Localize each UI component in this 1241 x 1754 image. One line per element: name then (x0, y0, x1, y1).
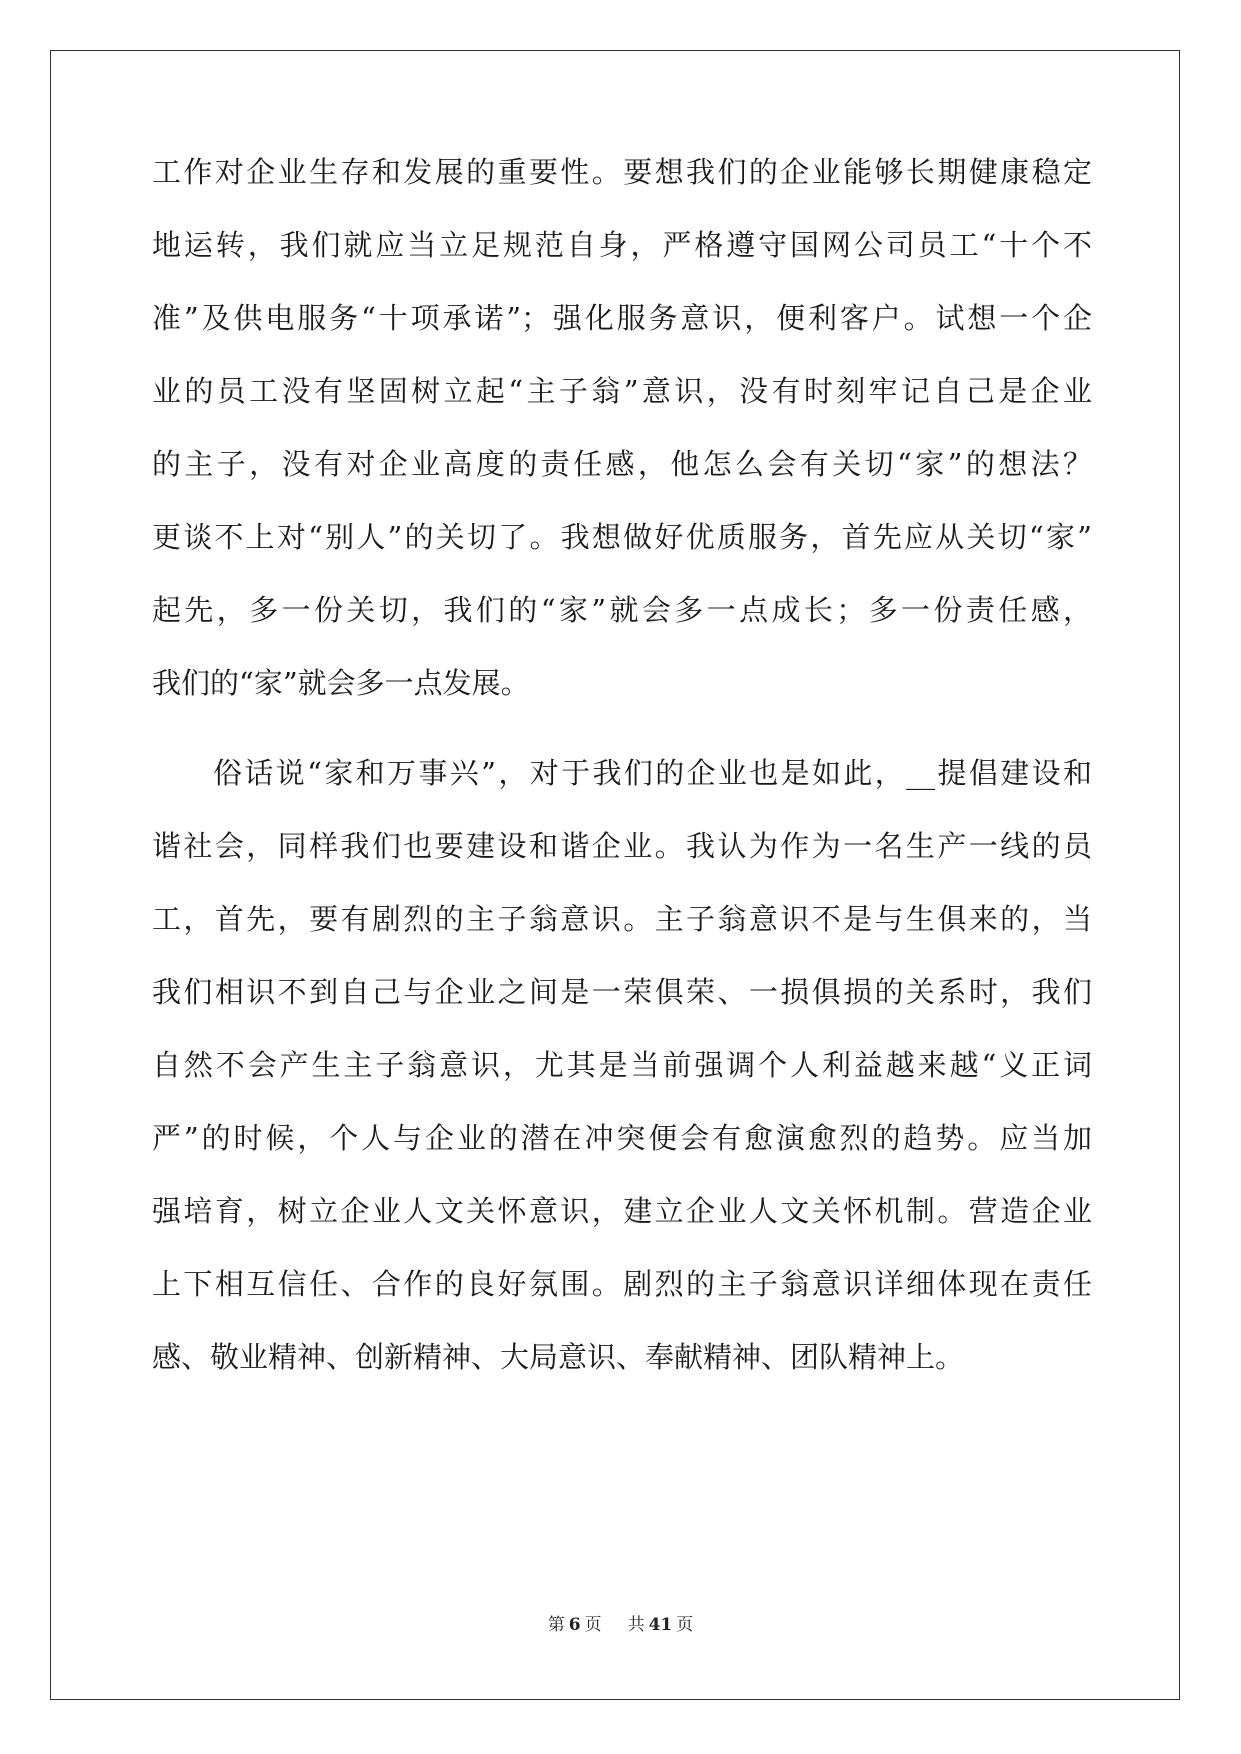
footer-total-pages: 41 (648, 1615, 673, 1635)
paragraph-line: 地运转，我们就应当立足规范自身，严格遵守国网公司员工“十个不 (152, 228, 1092, 262)
paragraph-line: 上下相互信任、合作的良好氛围。剧烈的主子翁意识详细体现在责任 (152, 1267, 1092, 1301)
paragraph-line: 强培育，树立企业人文关怀意识，建立企业人文关怀机制。营造企业 (152, 1194, 1092, 1228)
paragraph-line: 起先，多一份关切，我们的“家”就会多一点成长；多一份责任感， (152, 593, 1092, 627)
paragraph-line: 准”及供电服务“十项承诺”；强化服务意识，便利客户。试想一个企 (152, 301, 1092, 335)
paragraph-line: 谐社会，同样我们也要建设和谐企业。我认为作为一名生产一线的员 (152, 829, 1092, 863)
paragraph-line: 自然不会产生主子翁意识，尤其是当前强调个人利益越来越“义正词 (152, 1048, 1092, 1082)
paragraph-line: 业的员工没有坚固树立起“主子翁”意识，没有时刻牢记自己是企业 (152, 374, 1092, 408)
paragraph-line: 俗话说“家和万事兴”，对于我们的企业也是如此，__提倡建设和 (213, 756, 1092, 790)
paragraph-line: 我们相识不到自己与企业之间是一荣俱荣、一损俱损的关系时，我们 (152, 975, 1092, 1009)
paragraph-line: 工，首先，要有剧烈的主子翁意识。主子翁意识不是与生俱来的，当 (152, 902, 1092, 936)
footer-page-prefix: 第 (547, 1615, 565, 1635)
paragraph-line: 感、敬业精神、创新精神、大局意识、奉献精神、团队精神上。 (152, 1340, 965, 1374)
paragraph-line: 我们的“家”就会多一点发展。 (152, 666, 530, 700)
paragraph-line: 更谈不上对“别人”的关切了。我想做好优质服务，首先应从关切“家” (152, 520, 1092, 554)
paragraph-line: 的主子，没有对企业高度的责任感，他怎么会有关切“家”的想法？ (152, 447, 1092, 481)
footer-total-prefix: 共 (627, 1615, 645, 1635)
paragraph-line: 严”的时候，个人与企业的潜在冲突便会有愈演愈烈的趋势。应当加 (152, 1121, 1092, 1155)
footer-total-suffix: 页 (676, 1615, 694, 1635)
page-footer (0, 1610, 1241, 1635)
paragraph-line: 工作对企业生存和发展的重要性。要想我们的企业能够长期健康稳定 (152, 155, 1092, 189)
footer-page-suffix: 页 (584, 1615, 602, 1635)
footer-page-number: 6 (568, 1615, 581, 1635)
